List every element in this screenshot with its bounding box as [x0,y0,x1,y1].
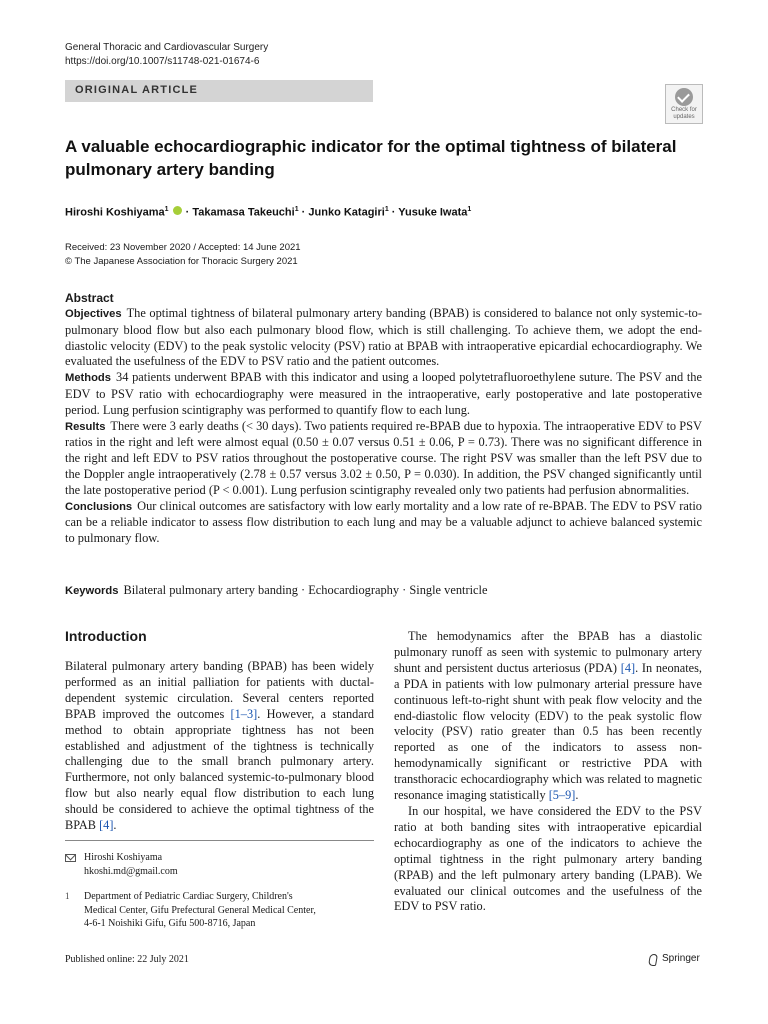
intro-text: . However, a standard method to obtain appropriate tightness has not been established and adjustment of the tightness is technically challenging due to the small branch pulmonary artery. Furthermore, not only balanced systemic-to-pulmonary blood flow but also nearly equal flow distribution to each lung should be considered to achieve the optimal tightness of the BPAB [65,706,374,833]
author-affiliation-mark: 1 [384,206,389,213]
received-accepted-dates: Received: 23 November 2020 / Accepted: 14 June 2021 [65,242,301,253]
footnote-divider [65,840,374,841]
introduction-heading: Introduction [65,628,147,644]
copyright-notice: © The Japanese Association for Thoracic Surgery 2021 [65,256,298,267]
abstract-objectives [65,306,702,370]
corresponding-author-footnote [65,851,374,878]
keywords [65,582,488,599]
article-title: A valuable echocardiographic indicator for the optimal tightness of bilateral pulmonary artery banding [65,137,677,179]
citation-link[interactable]: [4] [620,660,636,675]
intro-paragraph: In our hospital, we have considered the EDV to the PSV ratio at both banding sites with intraoperative epicardial echocardiography as one of the indicators to achieve the optimal tightness in the right pulmonary artery banding (RPAB) and the left pulmonary artery banding (LPAB). We evaluated our clinical outcomes and the usefulness of the EDV to PSV ratio. [394,803,702,914]
intro-text: . [575,788,579,803]
abstract-results [65,419,702,499]
published-online-date: Published online: 22 July 2021 [65,954,189,965]
journal-name: General Thoracic and Cardiovascular Surgery [65,42,269,53]
check-for-updates-badge[interactable] [665,84,703,124]
author-name[interactable]: Junko Katagiri [308,206,385,219]
intro-left-column [65,659,374,834]
author-affiliation-mark: 1 [467,206,472,213]
contact-name: Hiroshi Koshiyama [84,852,163,863]
check-for-updates-text: Check for updates [671,107,697,120]
author-affiliation-mark: 1 [164,206,169,213]
intro-right-column [394,629,702,915]
intro-text: The hemodynamics after the BPAB has a diastolic pulmonary runoff as seen with systemic to pulmonary artery shunt and persistent ductus arteriosus (PDA) [394,629,702,675]
affiliation-line: Medical Center, Gifu Prefectural General Medical Center, [84,904,316,916]
affiliation-mark: 1 [65,891,70,901]
intro-paragraph [394,629,702,804]
author-name[interactable]: Yusuke Iwata [398,206,468,219]
article-type-banner [65,80,373,102]
abstract-heading: Abstract [65,291,114,305]
abstract-body [65,306,702,547]
objectives-label: Objectives [65,308,122,320]
methods-label: Methods [65,372,111,385]
conclusions-text: Our clinical outcomes are satisfactory with low early mortality and a low rate of re-BPAB. The EDV to PSV ratio can be a reliable indicator to assess flow distribution to each lung and may be a valuable adjunct to achieve balanced systemic to pulmonary flow. [65,498,702,546]
methods-text: 34 patients underwent BPAB with this indicator and using a looped polytetrafluoroethylene suture. The PSV and the EDV to PSV ratio with echocardiography were measured in the intraoperative, early postoperative and late postoperative period. Lung perfusion scintigraphy was performed to quantify flow to each lung. [65,370,702,417]
author-name[interactable]: Takamasa Takeuchi [192,206,295,219]
results-label: Results [65,420,106,433]
contact-email[interactable]: hkoshi.md@gmail.com [84,865,178,877]
citation-link[interactable]: [5–9] [548,788,576,803]
abstract-conclusions [65,499,702,547]
objectives-text: The optimal tightness of bilateral pulmonary artery banding (BPAB) is considered to balance not only systemic-to-pulmonary blood flow but also each pulmonary blood flow, which is still challenging. To achieve them, we adopt the end-diastolic velocity (EDV) to the peak systolic velocity (PSV) ratio at BPAB with intraoperative epicardial echocardiography. We evaluated the usefulness of the EDV to PSV ratio and the patient outcomes. [65,306,702,369]
envelope-icon [65,854,76,862]
keywords-label: Keywords [65,585,119,597]
affiliation-line: Department of Pediatric Cardiac Surgery, Children's [84,891,293,902]
check-icon [675,88,693,106]
publisher-name: Springer [662,953,700,964]
affiliation-footnote [65,890,374,931]
intro-text: . In neonates, a PDA in patients with low pulmonary arterial pressure have continuous left-to-right shunt with peak flow velocity and the end-diastolic flow velocity (EDV) to the peak systolic flow velocity (PSV) ratio greater than 0.5 has been recently reported as one of the indicators to assess non-hemodynamically significant or restrictive PDA with transthoracic echocardiography which was related to magnetic resonance imaging statistically [394,660,702,803]
affiliation-line: 4-6-1 Noishiki Gifu, Gifu 500-8716, Japan [84,918,256,929]
author-affiliation-mark: 1 [294,206,299,213]
intro-text: . [113,818,117,833]
conclusions-label: Conclusions [65,500,133,513]
citation-link[interactable]: [1–3] [230,706,258,721]
article-type-label: ORIGINAL ARTICLE [75,84,199,96]
citation-link[interactable]: [4] [99,818,114,833]
abstract-methods [65,370,702,418]
doi-link[interactable]: https://doi.org/10.1007/s11748-021-01674-6 [65,56,260,67]
results-text: There were 3 early deaths (< 30 days). Two patients required re-BPAB due to hypoxia. The intraoperative EDV to PSV ratios in the right and left were almost equal (0.50 ± 0.07 versus 0.51 ± 0.06, P = 0.73). There was no significant difference in the right and left EDV to PSV ratios throughout the postoperative course. The right PSV was smaller than the left PSV due to the Doppler angle intraoperatively (2.78 ± 0.57 versus 3.02 ± 0.50, P = 0.030). In addition, the PSV changed significantly until the late postoperative period (P < 0.001). Lung perfusion scintigraphy revealed only two patients had perfusion abnormalities. [65,418,702,497]
springer-horse-icon [647,954,658,965]
publisher-logo [647,952,700,966]
orcid-icon[interactable] [173,206,182,215]
intro-paragraph [65,659,374,834]
author-name[interactable]: Hiroshi Koshiyama [65,206,165,219]
keywords-text: Bilateral pulmonary artery banding · Echocardiography · Single ventricle [123,583,488,597]
intro-text: Bilateral pulmonary artery banding (BPAB) has been widely performed as an initial palliation for patients with ductal-dependent systemic circulation. Several centers reported BPAB improved the outcomes [65,659,374,721]
author-list: Hiroshi Koshiyama$^1$ · Takamasa Takeuchi$^1$ · Junko Katagiri$^1$ · Yusuke Iwata$^1$ [65,206,472,219]
